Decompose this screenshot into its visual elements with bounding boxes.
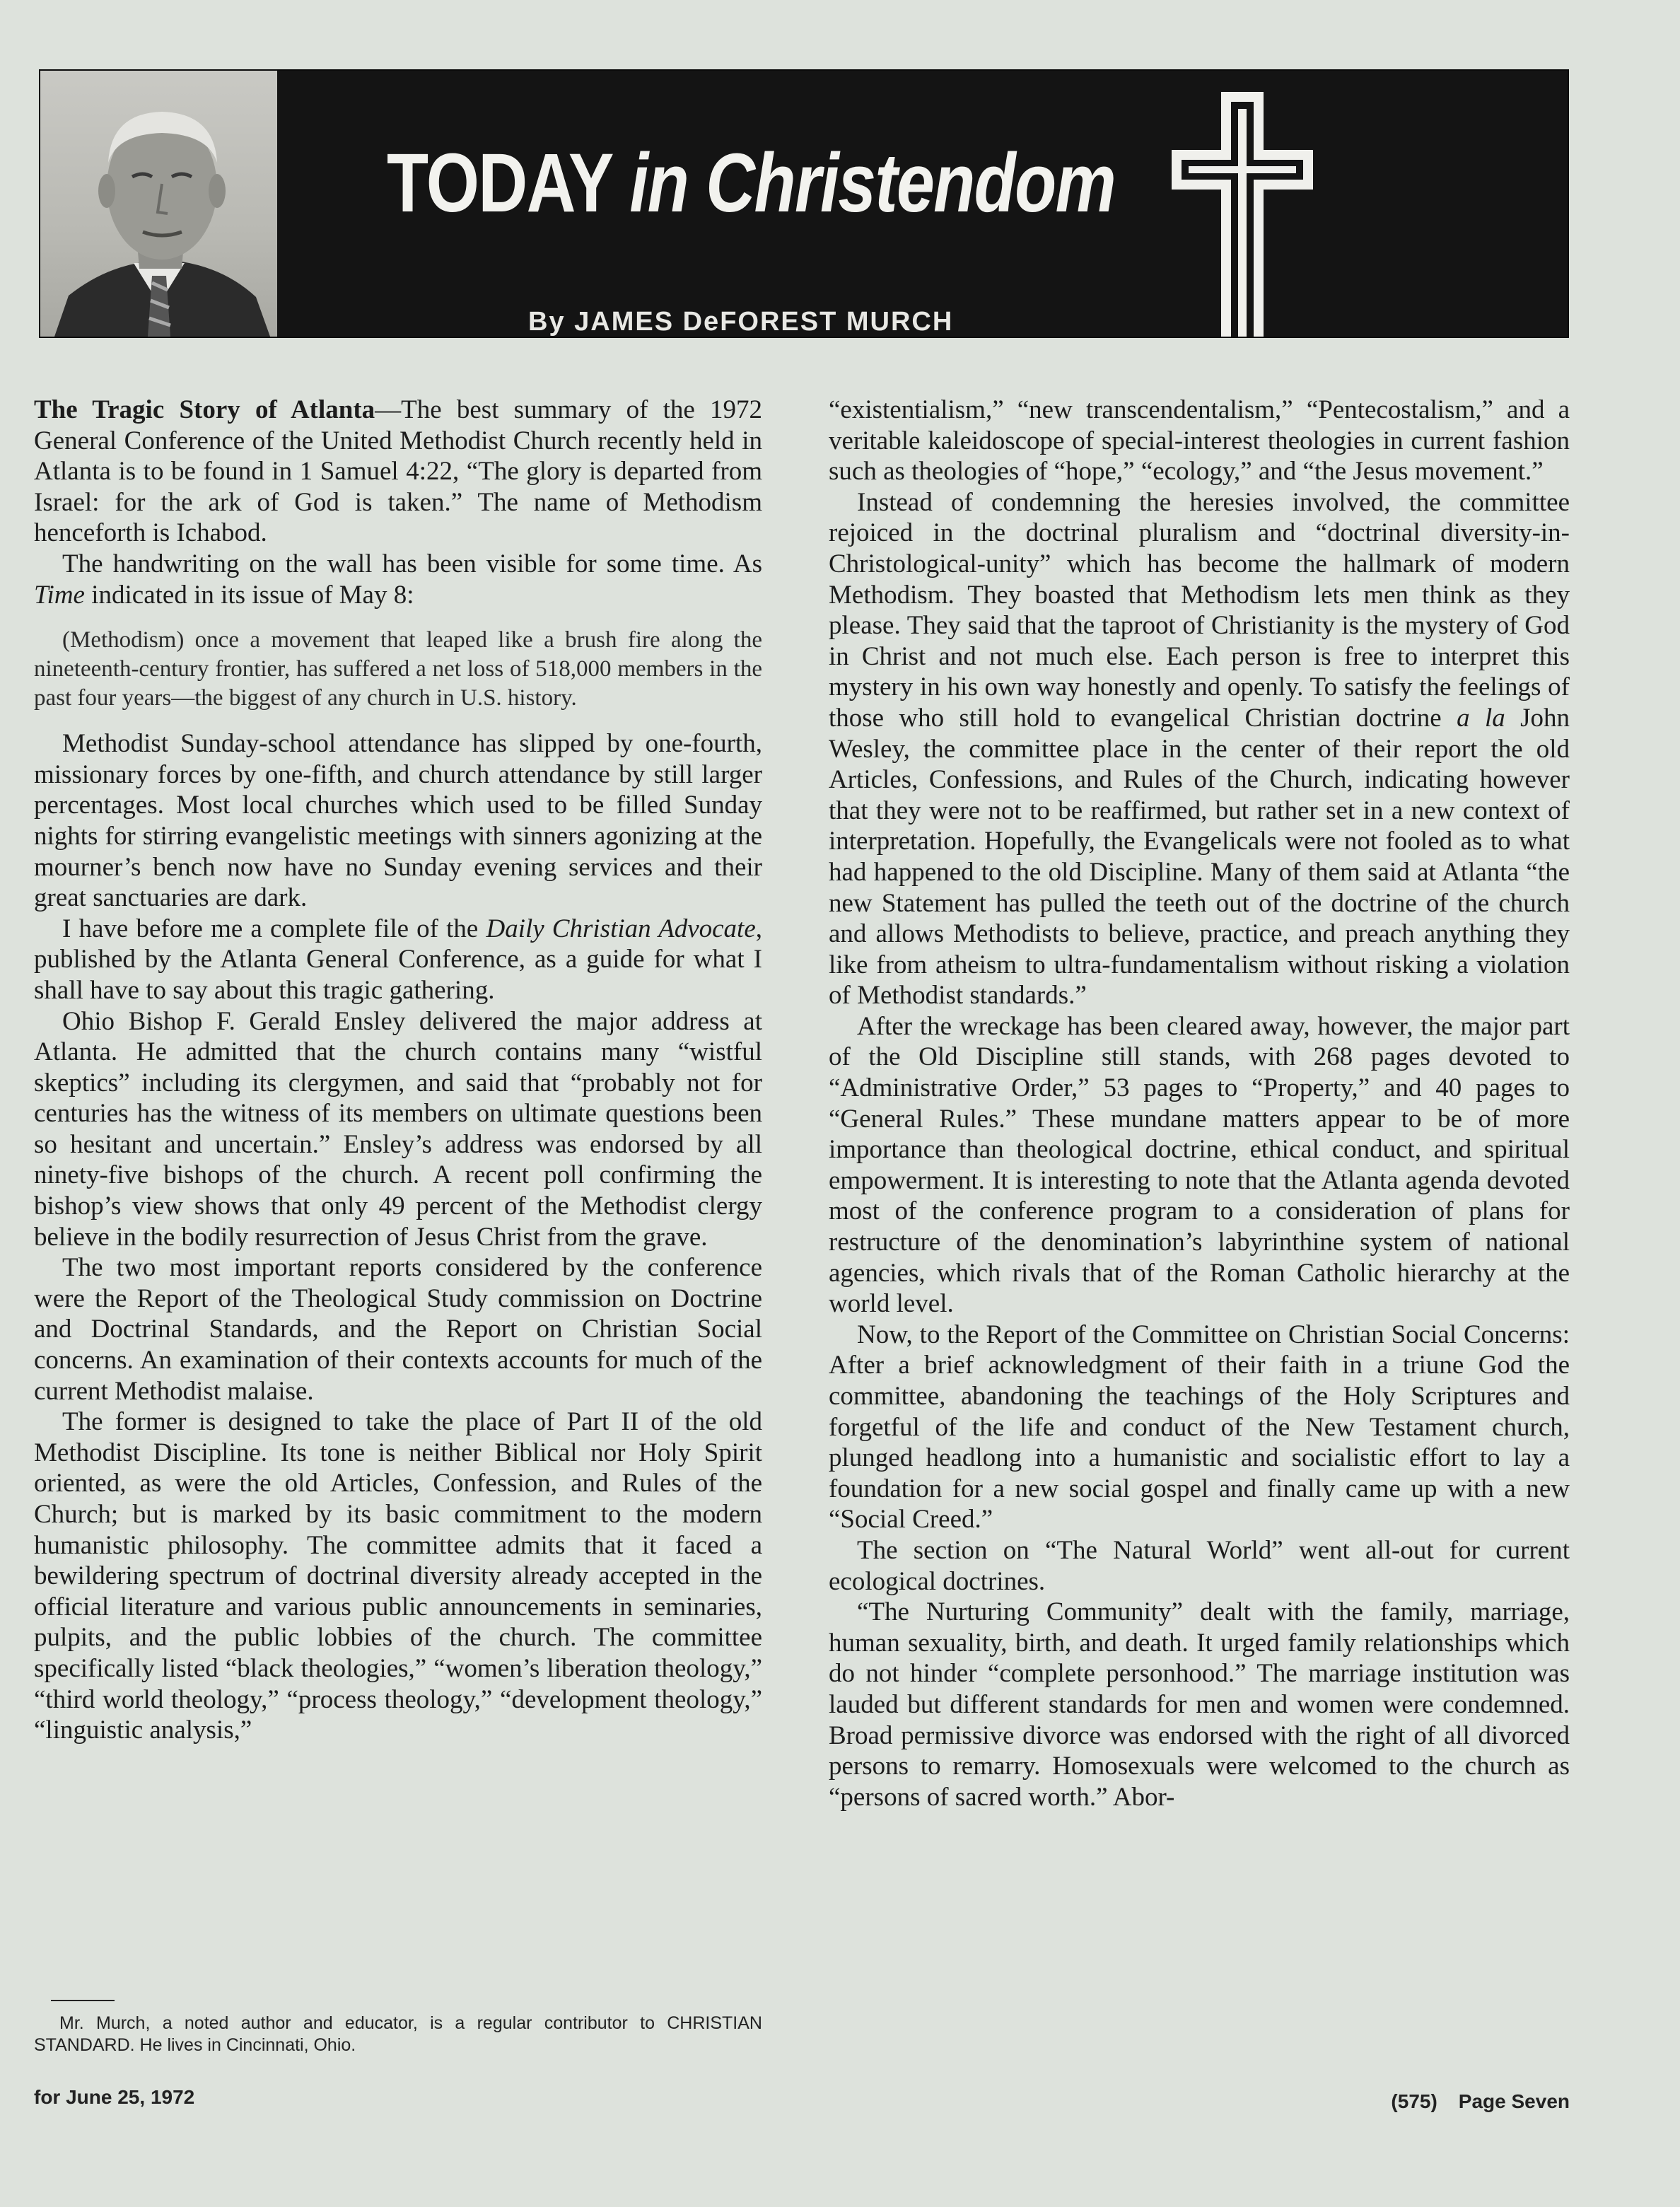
title-in-christendom: in Christendom <box>629 136 1115 230</box>
paragraph-13: “The Nurturing Community” dealt with the family, marriage, human sexuality, birth, and death. It urged family relationships which do not hinder “complete personhood.” The marriage institution was lauded but different standards for men and women were condemned. Broad permissive divorce was endorsed with the right of all divorced persons to remarry. Homosexuals were welcomed to the church as “persons of sacred worth.” Abor- <box>829 1597 1570 1812</box>
byline: By JAMES DeFOREST MURCH <box>528 307 954 337</box>
italic-phrase: a la <box>1457 703 1505 733</box>
paragraph-text: The handwriting on the wall has been visible for some time. As <box>62 549 762 578</box>
paragraph-9 <box>829 487 1570 1011</box>
paragraph-text: , published by the Atlanta General Conference, as a guide for what I shall have to say about this tragic gathering. <box>34 914 762 1005</box>
publication-title: Daily Christian Advocate <box>486 914 756 943</box>
paragraph-3: Methodist Sunday-school attendance has slipped by one-fourth, missionary forces by one-fifth, and church attendance by still larger percentages. Most local churches which used to be filled Sunday nights for stirring evangelistic meetings with sinners agonizing at the mourner’s bench now have no Sunday evening services and their great sanctuaries are dark. <box>34 729 762 913</box>
paragraph-text: indicated in its issue of May 8: <box>84 580 414 610</box>
paragraph-text: I have before me a complete file of the <box>62 914 486 943</box>
issue-date: for June 25, 1972 <box>34 2086 195 2108</box>
column-header-banner <box>39 69 1569 338</box>
publication-title: Time <box>34 580 85 610</box>
paragraph-6: The two most important reports considered by the conference were the Report of the Theological Study commission on Doctrine and Doctrinal Standards, and the Report on Christian Social concerns. An examination of their contexts accounts for much of the current Methodist malaise. <box>34 1253 762 1406</box>
paragraph-4 <box>34 914 762 1006</box>
paragraph-5: Ohio Bishop F. Gerald Ensley delivered the major address at Atlanta. He admitted that the church contains many “wistful skeptics” including its clergymen, and said that “probably not for centuries has the witness of its members on ultimate questions been so hesitant and uncertain.” Ensley’s address was endorsed by all ninety-five bishops of the church. A recent poll confirming the bishop’s view shows that only 49 percent of the Methodist clergy believe in the bodily resurrection of Jesus Christ from the grave. <box>34 1006 762 1252</box>
paragraph-text: John Wesley, the committee place in the center of their report the old Articles, Confessions, and Rules of the Church, indicating however that they were not to be reaffirmed, but rather set in a new context of interpretation. Hopefully, the Evangelicals were not fooled as to what had happened to the old Discipline. Many of them said at Atlanta “the new Statement has pulled the teeth out of the doctrine of the church and allows Methodists to believe, practice, and preach anything they like from atheism to ultra-fundamentalism without risking a violation of Methodist standards.” <box>829 703 1570 1011</box>
block-quote: (Methodism) once a movement that leaped like a brush fire along the nineteenth-century frontier, has suffered a net loss of 518,000 members in the past four years—the biggest of any church in U.S. history. <box>34 627 762 711</box>
footnote-divider <box>51 2000 115 2001</box>
page-label: Page Seven <box>1458 2090 1570 2112</box>
cross-icon <box>1165 85 1320 338</box>
paragraph-12: The section on “The Natural World” went all-out for current ecological doctrines. <box>829 1535 1570 1596</box>
right-column <box>829 395 1570 1812</box>
paragraph-1 <box>34 395 762 549</box>
paragraph-text: Instead of condemning the heresies involved, the committee rejoiced in the doctrinal pluralism and “doctrinal diversity-in-Christological-unity” which has become the hallmark of modern Methodism. They boasted that Methodism lets men think as they please. They said that the taproot of Christianity is the mystery of God in Christ and not much else. Each person is free to interpret this mystery in his own way honestly and openly. To satisfy the feelings of those who still hold to evangelical Christian doctrine <box>829 487 1570 733</box>
author-portrait-photo <box>40 71 277 337</box>
paragraph-10: After the wreckage has been cleared away, however, the major part of the Old Discipline still stands, with 268 pages devoted to “Administrative Order,” 53 pages to “Property,” and 40 pages to “General Rules.” These mundane matters appear to be of more importance than theological doctrine, ethical conduct, and spiritual empowerment. It is interesting to note that the Atlanta agenda devoted most of the conference program to a consideration of plans for restructure of the denomination’s labyrinthine system of national agencies, which rivals that of the Roman Catholic hierarchy at the world level. <box>829 1011 1570 1319</box>
author-footnote: Mr. Murch, a noted author and educator, is a regular contributor to CHRISTIAN STANDARD. He lives in Cincinnati, Ohio. <box>34 2013 762 2055</box>
left-column <box>34 395 762 1746</box>
section-lead: The Tragic Story of Atlanta <box>34 395 375 424</box>
page-folio <box>1391 2090 1570 2113</box>
paragraph-7: The former is designed to take the place of Part II of the old Methodist Discipline. Its tone is neither Biblical nor Holy Spirit oriented, as were the old Articles, Confession, and Rules of the Church; but is marked by its basic commitment to the modern humanistic philosophy. The committee admits that it faced a bewildering spectrum of doctrinal diversity already accepted in the official literature and various public announcements in seminaries, pulpits, and the public lobbies of the church. The committee specifically listed “black theologies,” “women’s liberation theology,” “third world theology,” “process theology,” “development theology,” “linguistic analysis,” <box>34 1407 762 1745</box>
paragraph-8: “existentialism,” “new transcendentalism,” “Pentecostalism,” and a veritable kaleidoscope of special-interest theologies in current fashion such as theologies of “hope,” “ecology,” and “the Jesus movement.” <box>829 395 1570 487</box>
paragraph-2 <box>34 549 762 610</box>
paragraph-text: —The best summary of the 1972 General Conference of the United Methodist Church recently held in Atlanta is to be found in 1 Samuel 4:22, “The glory is departed from Israel: for the ark of God is taken.” The name of Methodism henceforth is Ichabod. <box>34 395 762 548</box>
page-code: (575) <box>1391 2090 1437 2112</box>
column-title <box>387 137 1115 229</box>
title-today: TODAY <box>387 136 612 230</box>
paragraph-11: Now, to the Report of the Committee on Christian Social Concerns: After a brief acknowledgment of their faith in a triune God the committee, abandoning the teachings of the Holy Scriptures and forgetful of the life and conduct of the New Testament church, plunged headlong into a humanistic and socialistic effort to lay a foundation for a new social gospel and finally came up with a new “Social Creed.” <box>829 1320 1570 1535</box>
